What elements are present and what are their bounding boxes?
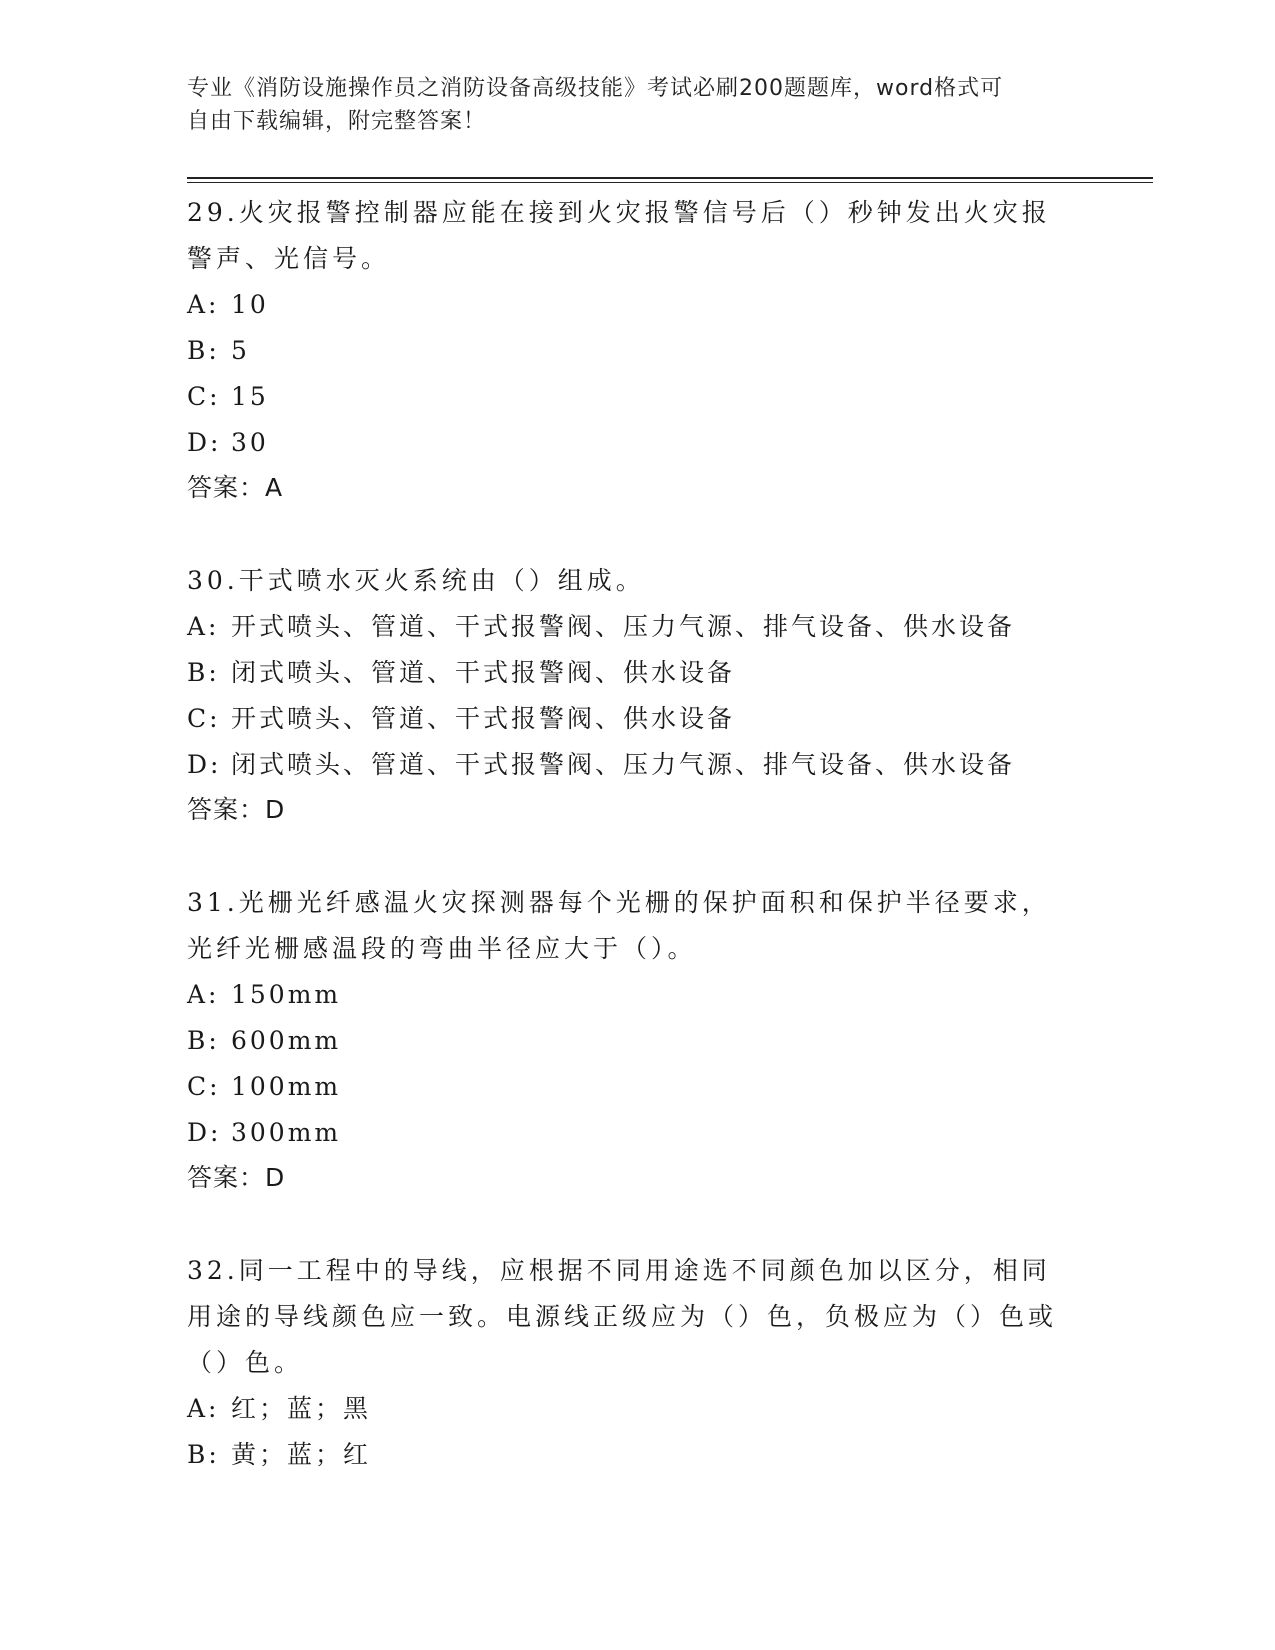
- question-item: [187, 190, 1087, 510]
- answer-line: 答案：A: [187, 473, 284, 502]
- option-text: 10: [231, 290, 269, 319]
- option-text: 开式喷头、管道、干式报警阀、供水设备: [231, 704, 736, 733]
- option-text: 30: [231, 428, 269, 457]
- option-key: B:: [187, 1026, 220, 1055]
- option-text: 开式喷头、管道、干式报警阀、压力气源、排气设备、供水设备: [231, 612, 1016, 641]
- question-stem: 29.火灾报警控制器应能在接到火灾报警信号后（）秒钟发出火灾报警声、光信号。: [187, 198, 1051, 273]
- document-header: [187, 72, 1067, 138]
- question-item: [187, 1248, 1087, 1478]
- question-stem: 30.干式喷水灭火系统由（）组成。: [187, 566, 645, 595]
- answer-line: 答案：D: [187, 1163, 286, 1192]
- option-key: A:: [187, 612, 220, 641]
- option-a: [187, 972, 1087, 1018]
- question-stem: 32.同一工程中的导线，应根据不同用途选不同颜色加以区分，相同用途的导线颜色应一致。电源线正级应为（）色，负极应为（）色或（）色。: [187, 1256, 1058, 1377]
- option-key: D:: [187, 1118, 222, 1147]
- option-text: 5: [231, 336, 250, 365]
- option-text: 红；蓝；黑: [231, 1394, 372, 1423]
- option-key: C:: [187, 704, 221, 733]
- option-text: 100mm: [231, 1072, 342, 1101]
- option-text: 闭式喷头、管道、干式报警阀、压力气源、排气设备、供水设备: [231, 750, 1016, 779]
- answer-line: 答案：D: [187, 795, 286, 824]
- option-key: D:: [187, 428, 222, 457]
- header-line-1: 专业《消防设施操作员之消防设备高级技能》考试必刷200题题库，word格式可: [187, 76, 1004, 101]
- option-key: B:: [187, 658, 220, 687]
- option-text: 15: [231, 382, 269, 411]
- option-c: [187, 696, 1087, 742]
- question-list: [187, 190, 1087, 1526]
- option-key: A:: [187, 290, 220, 319]
- header-divider-thick: [187, 177, 1153, 179]
- option-a: [187, 282, 1087, 328]
- option-text: 300mm: [231, 1118, 342, 1147]
- header-line-2: 自由下载编辑，附完整答案！: [187, 109, 487, 134]
- option-key: D:: [187, 750, 222, 779]
- question-item: [187, 558, 1087, 832]
- option-text: 黄；蓝；红: [231, 1440, 372, 1469]
- option-d: [187, 742, 1087, 788]
- option-key: A:: [187, 980, 220, 1009]
- header-divider-thin: [187, 182, 1153, 183]
- option-key: B:: [187, 1440, 220, 1469]
- option-b: [187, 328, 1087, 374]
- option-d: [187, 420, 1087, 466]
- option-text: 600mm: [231, 1026, 342, 1055]
- option-text: 150mm: [231, 980, 342, 1009]
- option-b: [187, 1018, 1087, 1064]
- option-b: [187, 650, 1087, 696]
- option-a: [187, 604, 1087, 650]
- option-c: [187, 1064, 1087, 1110]
- option-key: A:: [187, 1394, 220, 1423]
- option-key: C:: [187, 382, 221, 411]
- option-d: [187, 1110, 1087, 1156]
- option-b: [187, 1432, 1087, 1478]
- option-c: [187, 374, 1087, 420]
- option-key: C:: [187, 1072, 221, 1101]
- option-a: [187, 1386, 1087, 1432]
- option-text: 闭式喷头、管道、干式报警阀、供水设备: [231, 658, 736, 687]
- question-item: [187, 880, 1087, 1200]
- option-key: B:: [187, 336, 220, 365]
- question-stem: 31.光栅光纤感温火灾探测器每个光栅的保护面积和保护半径要求，光纤光栅感温段的弯曲半径应大于（）。: [187, 888, 1051, 963]
